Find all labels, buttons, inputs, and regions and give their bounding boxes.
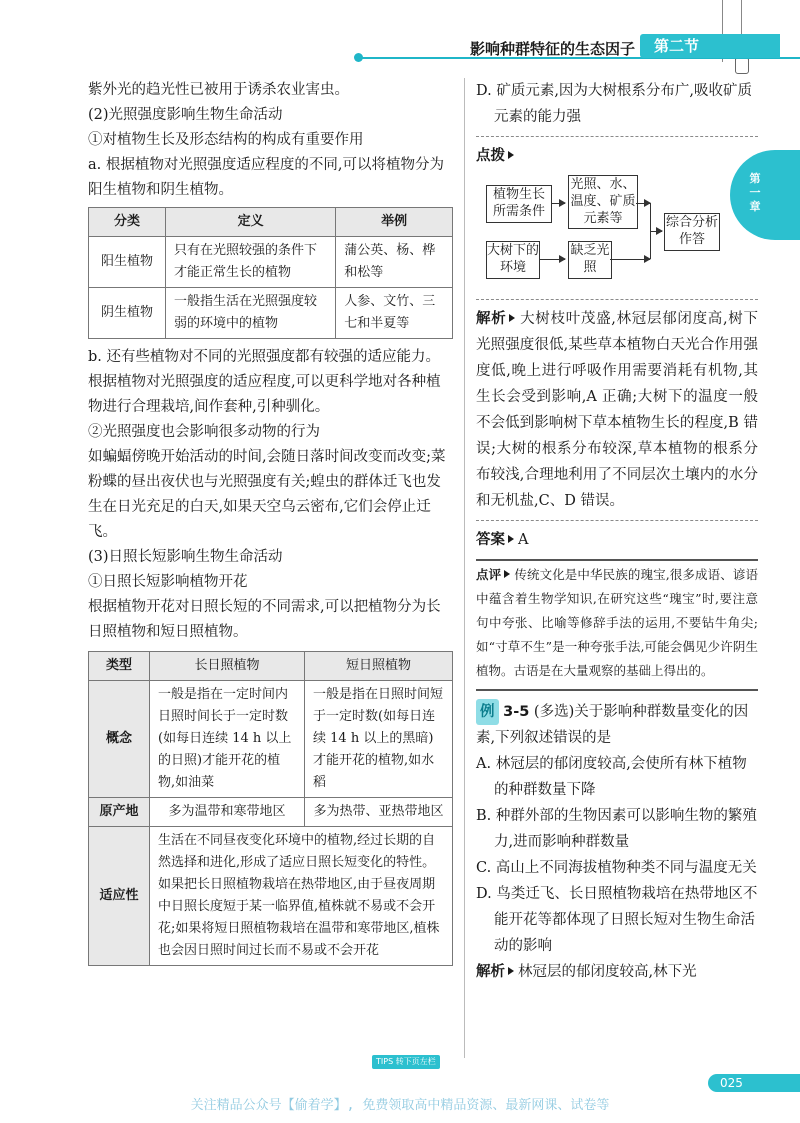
table-row xyxy=(89,827,453,966)
tips-badge: TIPS 转下页左栏 xyxy=(372,1055,440,1069)
arrow-icon xyxy=(551,203,565,204)
table-cell: 多为温带和寒带地区 xyxy=(150,798,305,827)
divider xyxy=(476,520,758,521)
table-header: 分类 xyxy=(89,208,166,237)
footer-watermark: 关注精品公众号【偷着学】, 免费领取高中精品资源、最新网课、试卷等 xyxy=(190,1098,610,1113)
subheading-flowering: ①日照长短影响植物开花 xyxy=(88,574,248,590)
table-header: 长日照植物 xyxy=(150,652,305,681)
subheading-animals: ②光照强度也会影响很多动物的行为 xyxy=(88,424,320,440)
table-cell: 只有在光照较强的条件下才能正常生长的植物 xyxy=(166,237,336,288)
jiexi2-label: 解析 xyxy=(476,964,505,980)
paragraph-c: 根据植物开花对日照长短的不同需求,可以把植物分为长日照植物和短日照植物。 xyxy=(88,599,441,640)
table-cell: 概念 xyxy=(89,681,150,798)
table-cell: 原产地 xyxy=(89,798,150,827)
table-row xyxy=(89,237,453,288)
jiexi-label: 解析 xyxy=(476,311,507,327)
header-title: 影响种群特征的生态因子 xyxy=(470,40,636,58)
triangle-icon xyxy=(504,570,510,578)
day-length-table xyxy=(88,651,453,966)
paragraph-a: a. 根据植物对光照强度适应程度的不同,可以将植物分为阳生植物和阴生植物。 xyxy=(88,157,444,198)
dianbo-label: 点拨 xyxy=(476,148,505,164)
arrow-icon xyxy=(650,231,662,232)
divider xyxy=(476,136,758,137)
table-cell: 蒲公英、杨、桦和松等 xyxy=(336,237,453,288)
diagram-box: 植物生长所需条件 xyxy=(486,185,552,223)
column-divider xyxy=(464,78,465,1058)
arrow-icon xyxy=(636,203,650,204)
option-b: B. 种群外部的生物因素可以影响生物的繁殖力,进而影响种群数量 xyxy=(476,808,757,850)
arrow-icon xyxy=(610,259,650,260)
table-header: 短日照植物 xyxy=(305,652,453,681)
example-tag: 例 xyxy=(476,699,499,725)
diagram-box: 大树下的环境 xyxy=(486,241,540,279)
divider xyxy=(476,299,758,300)
divider xyxy=(476,689,758,691)
subheading-plants: ①对植物生长及形态结构的构成有重要作用 xyxy=(88,132,364,148)
table-header: 定义 xyxy=(166,208,336,237)
example-question: (多选)关于影响种群数量变化的因素,下列叙述错误的是 xyxy=(476,704,749,746)
table-header: 举例 xyxy=(336,208,453,237)
example-number: 3-5 xyxy=(503,704,530,720)
heading-day-length: (3)日照长短影响生物生命活动 xyxy=(88,549,283,565)
page-number: 025 xyxy=(708,1074,800,1092)
option-c: C. 高山上不同海拔植物种类不同与温度无关 xyxy=(476,860,757,876)
table-cell: 人参、文竹、三七和半夏等 xyxy=(336,288,453,339)
option-d: D. 鸟类迁飞、长日照植物栽培在热带地区不能开花等都体现了日照长短对生物生命活动的影响 xyxy=(476,886,758,954)
dianping-text: 传统文化是中华民族的瑰宝,很多成语、谚语中蕴含着生物学知识,在研究这些“瑰宝”时,要注意句中夸张、比喻等修辞手法的运用,不要钻牛角尖;如“寸草不生”是一种夸张手法,可能会偶见少许阴生植物。古语是在大量观察的基础上得出的。 xyxy=(476,567,758,678)
heading-light-intensity: (2)光照强度影响生物生命活动 xyxy=(88,107,283,123)
table-row xyxy=(89,288,453,339)
arrow-icon xyxy=(539,259,565,260)
table-cell: 一般指生活在光照强度较弱的环境中的植物 xyxy=(166,288,336,339)
jiexi2-text: 林冠层的郁闭度较高,林下光 xyxy=(518,964,697,980)
sun-shade-table xyxy=(88,207,453,339)
table-cell: 生活在不同昼夜变化环境中的植物,经过长期的自然选择和进化,形成了适应日照长短变化的特性。如果把长日照植物栽培在热带地区,由于昼夜周期中日照长度短于某一临界值,植株就不易或不会开花;如果将短日照植物栽培在温带和寒带地区,植株也会因日照时间过长而不易或不会开花 xyxy=(150,827,453,966)
diagram-box: 缺乏光照 xyxy=(568,241,612,279)
table-cell: 多为热带、亚热带地区 xyxy=(305,798,453,827)
table-cell: 一般是指在一定时间内日照时间长于一定时数(如每日连续 14 h 以上的日照)才能开花的植物,如油菜 xyxy=(150,681,305,798)
option-d-text: D. 矿质元素,因为大树根系分布广,吸收矿质元素的能力强 xyxy=(476,83,753,125)
paragraph-animals: 如蝙蝠傍晚开始活动的时间,会随日落时间改变而改变;菜粉蝶的昼出夜伏也与光照强度有关;蝗虫的群体迁飞也发生在日光充足的白天,如果天空乌云密布,它们会停止迁飞。 xyxy=(88,449,446,540)
table-cell: 适应性 xyxy=(89,827,150,966)
right-column xyxy=(476,78,758,985)
paragraph-b: b. 还有些植物对不同的光照强度都有较强的适应能力。根据植物对光照强度的适应程度,可以更科学地对各种植物进行合理栽培,间作套种,引种驯化。 xyxy=(88,349,441,415)
table-header: 类型 xyxy=(89,652,150,681)
triangle-icon xyxy=(508,151,514,159)
option-a: A. 林冠层的郁闭度较高,会使所有林下植物的种群数量下降 xyxy=(476,756,747,798)
left-column xyxy=(88,78,453,966)
triangle-icon xyxy=(508,967,514,975)
diagram-box: 光照、水、温度、矿质元素等 xyxy=(568,175,638,229)
triangle-icon xyxy=(509,314,515,322)
divider xyxy=(476,559,758,561)
table-cell: 阴生植物 xyxy=(89,288,166,339)
chapter-side-tab: 第一章 xyxy=(730,150,800,240)
jiexi-text: 大树枝叶茂盛,林冠层郁闭度高,树下光照强度很低,某些草本植物白天光合作用强度低,晚上进行呼吸作用需要消耗有机物,其生长会受到影响,A 正确;大树下的温度一般不会低到影响树下草本植物生长的程度,B 错误;大树的根系分布较深,草本植物的根系分布较浅,合理地利用了不同层次土壤内的水分和无机盐,C、D 错误。 xyxy=(476,311,759,509)
table-cell: 阳生植物 xyxy=(89,237,166,288)
table-row xyxy=(89,681,453,798)
intro-text: 紫外光的趋光性已被用于诱杀农业害虫。 xyxy=(88,82,349,98)
answer-text: A xyxy=(518,532,529,548)
diagram-box: 综合分析作答 xyxy=(664,213,720,251)
table-cell: 一般是指在日照时间短于一定时数(如每日连续 14 h 以上的黑暗)才能开花的植物,如水稻 xyxy=(305,681,453,798)
answer-label: 答案 xyxy=(476,532,505,548)
reasoning-diagram xyxy=(476,175,758,293)
table-row xyxy=(89,798,453,827)
triangle-icon xyxy=(508,535,514,543)
dianping-label: 点评 xyxy=(476,567,502,582)
section-tag: 第二节 xyxy=(640,34,780,58)
